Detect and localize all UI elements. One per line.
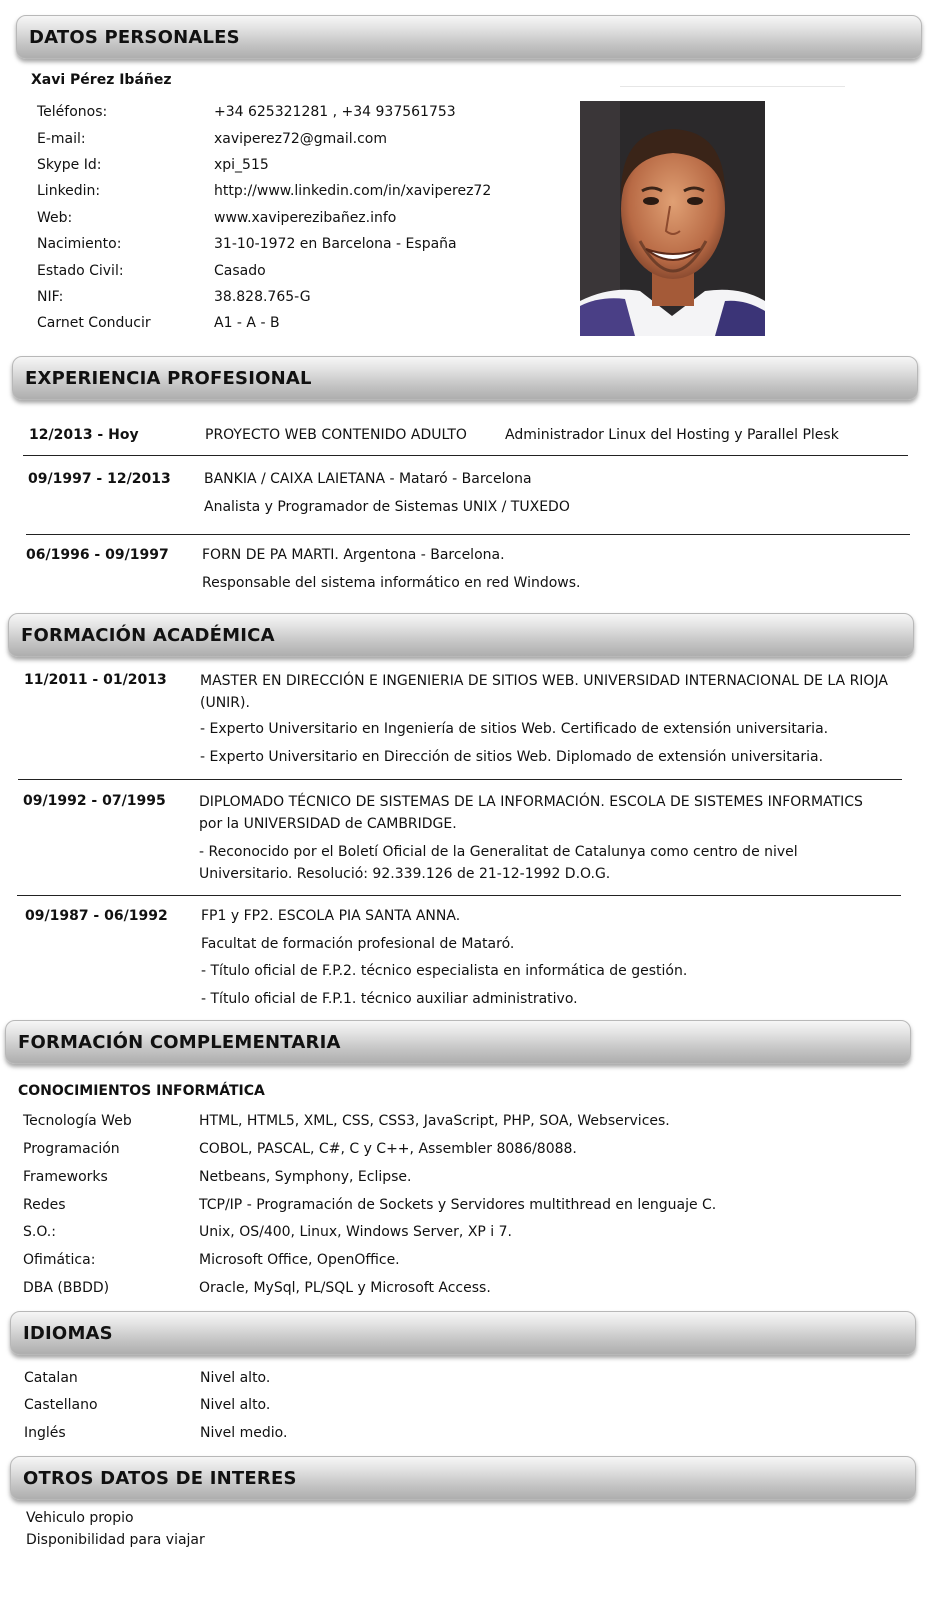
skill-value: Netbeans, Symphony, Eclipse. xyxy=(199,1169,412,1185)
skill-value: TCP/IP - Programación de Sockets y Servidores multithread en lenguaje C. xyxy=(199,1197,717,1213)
divider xyxy=(23,455,908,456)
language-label: Castellano xyxy=(24,1397,98,1413)
skill-value: Oracle, MySql, PL/SQL y Microsoft Access. xyxy=(199,1280,491,1296)
section-title: IDIOMAS xyxy=(23,1323,113,1344)
language-level: Nivel medio. xyxy=(200,1425,288,1441)
section-header-personal xyxy=(16,15,922,59)
info-value: xaviperez72@gmail.com xyxy=(214,131,387,147)
divider xyxy=(17,895,901,896)
skill-label: Tecnología Web xyxy=(23,1113,132,1129)
language-level: Nivel alto. xyxy=(200,1397,271,1413)
info-value: +34 625321281 , +34 937561753 xyxy=(214,104,456,120)
section-title: DATOS PERSONALES xyxy=(29,27,240,48)
section-title: FORMACIÓN COMPLEMENTARIA xyxy=(18,1032,341,1053)
info-value: xpi_515 xyxy=(214,157,269,173)
portrait-image xyxy=(580,101,765,336)
info-label: Web: xyxy=(37,210,73,226)
section-header-academic xyxy=(8,613,914,657)
entry-date: 09/1997 - 12/2013 xyxy=(28,471,171,487)
skill-label: DBA (BBDD) xyxy=(23,1280,110,1296)
entry-company: FORN DE PA MARTI. Argentona - Barcelona. xyxy=(202,547,505,563)
info-value: www.xaviperezibañez.info xyxy=(214,210,397,226)
skill-label: Frameworks xyxy=(23,1169,108,1185)
section-header-complementary xyxy=(5,1020,911,1064)
entry-line: - Experto Universitario en Dirección de sitios Web. Diplomado de extensión universitaria. xyxy=(200,749,824,765)
section-header-other xyxy=(10,1456,916,1500)
language-label: Catalan xyxy=(24,1370,78,1386)
entry-date: 12/2013 - Hoy xyxy=(29,427,139,443)
skill-label: Ofimática: xyxy=(23,1252,96,1268)
entry-line: - Título oficial de F.P.1. técnico auxiliar administrativo. xyxy=(201,991,578,1007)
skill-label: S.O.: xyxy=(23,1224,56,1240)
section-title: FORMACIÓN ACADÉMICA xyxy=(21,625,275,646)
entry-line: - Reconocido por el Boletí Oficial de la Generalitat de Catalunya como centro de nivel Universitario. Resolució: 92.339.126 de 21-12-1992 D.O.G. xyxy=(199,844,798,882)
entry-title: MASTER EN DIRECCIÓN E INGENIERIA DE SITIOS WEB. UNIVERSIDAD INTERNACIONAL DE LA RIOJA (UNIR). xyxy=(200,673,888,711)
entry-role: Responsable del sistema informático en red Windows. xyxy=(202,575,581,591)
info-label: Nacimiento: xyxy=(37,236,122,252)
divider xyxy=(26,534,910,535)
skill-value: Unix, OS/400, Linux, Windows Server, XP i 7. xyxy=(199,1224,512,1240)
info-label: Skype Id: xyxy=(37,157,102,173)
entry-role: Analista y Programador de Sistemas UNIX / TUXEDO xyxy=(204,499,570,515)
profile-photo xyxy=(580,101,765,336)
info-label: Carnet Conducir xyxy=(37,315,151,331)
section-title: EXPERIENCIA PROFESIONAL xyxy=(25,368,312,389)
info-value: 31-10-1972 en Barcelona - España xyxy=(214,236,457,252)
divider xyxy=(620,86,845,87)
skill-label: Programación xyxy=(23,1141,120,1157)
info-value: 38.828.765-G xyxy=(214,289,311,305)
info-value: Casado xyxy=(214,263,266,279)
info-value: http://www.linkedin.com/in/xaviperez72 xyxy=(214,183,492,199)
section-title: OTROS DATOS DE INTERES xyxy=(23,1468,297,1489)
subsection-title: CONOCIMIENTOS INFORMÁTICA xyxy=(18,1083,265,1099)
other-item: Vehiculo propio xyxy=(26,1510,134,1526)
language-label: Inglés xyxy=(24,1425,66,1441)
entry-title: FP1 y FP2. ESCOLA PIA SANTA ANNA. xyxy=(201,908,461,924)
info-label: Estado Civil: xyxy=(37,263,124,279)
entry-date: 09/1987 - 06/1992 xyxy=(25,908,168,924)
entry-line: Facultat de formación profesional de Mataró. xyxy=(201,936,515,952)
divider xyxy=(18,779,902,780)
info-label: NIF: xyxy=(37,289,64,305)
section-header-languages xyxy=(10,1311,916,1355)
entry-company: BANKIA / CAIXA LAIETANA - Mataró - Barcelona xyxy=(204,471,532,487)
skill-value: HTML, HTML5, XML, CSS, CSS3, JavaScript, PHP, SOA, Webservices. xyxy=(199,1113,670,1129)
skill-value: COBOL, PASCAL, C#, C y C++, Assembler 8086/8088. xyxy=(199,1141,577,1157)
person-name: Xavi Pérez Ibáñez xyxy=(31,72,172,88)
entry-date: 11/2011 - 01/2013 xyxy=(24,672,167,688)
skill-value: Microsoft Office, OpenOffice. xyxy=(199,1252,400,1268)
entry-line: - Experto Universitario en Ingeniería de sitios Web. Certificado de extensión universitaria. xyxy=(200,721,829,737)
entry-line: - Título oficial de F.P.2. técnico especialista en informática de gestión. xyxy=(201,963,688,979)
entry-company: PROYECTO WEB CONTENIDO ADULTO xyxy=(205,427,467,443)
info-label: Linkedin: xyxy=(37,183,101,199)
entry-date: 06/1996 - 09/1997 xyxy=(26,547,169,563)
other-item: Disponibilidad para viajar xyxy=(26,1532,205,1548)
entry-title: DIPLOMADO TÉCNICO DE SISTEMAS DE LA INFORMACIÓN. ESCOLA DE SISTEMES INFORMATICS por la UNIVERSIDAD de CAMBRIDGE. xyxy=(199,794,863,832)
entry-date: 09/1992 - 07/1995 xyxy=(23,793,166,809)
info-label: E-mail: xyxy=(37,131,86,147)
section-header-experience xyxy=(12,356,918,400)
info-value: A1 - A - B xyxy=(214,315,280,331)
entry-role: Administrador Linux del Hosting y Parallel Plesk xyxy=(505,427,839,443)
skill-label: Redes xyxy=(23,1197,66,1213)
info-label: Teléfonos: xyxy=(37,104,108,120)
language-level: Nivel alto. xyxy=(200,1370,271,1386)
